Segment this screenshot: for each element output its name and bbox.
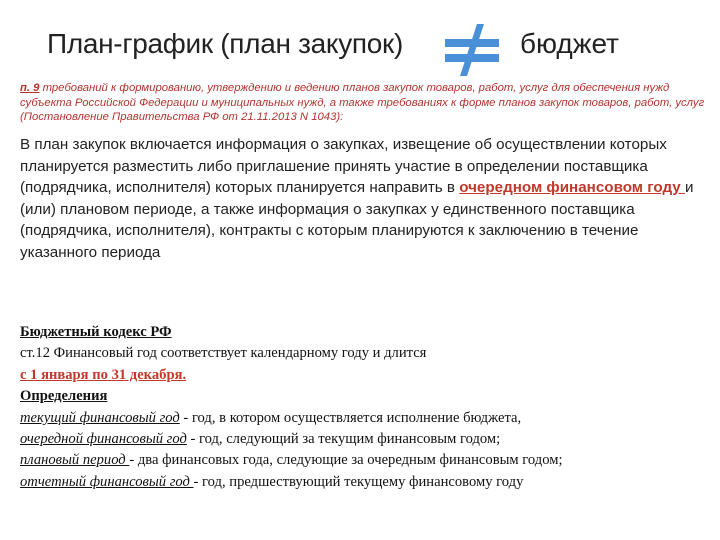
definition-item <box>20 450 715 471</box>
definition-term: текущий финансовый год <box>20 409 180 426</box>
budget-code-section <box>20 322 715 493</box>
title-budget: бюджет <box>520 28 619 59</box>
highlight-next-fiscal-year: очередном финансовом году <box>459 179 685 197</box>
not-equal-icon <box>443 22 501 78</box>
main-paragraph <box>20 134 715 264</box>
reference-text-end: ): <box>336 111 344 123</box>
reference-text: требований к формированию, утверждению и ведению планов закупок товаров, работ, услуг для обеспечения нужд субъекта Российской Федерации и муниципальных нужд, а также требованиях к форме планов закупок товаров, работ, услуг (Постановление Правительства РФ от 21.11.2013 N 1043 <box>20 82 705 123</box>
definition-term: отчетный финансовый год <box>20 473 194 490</box>
fiscal-year-period: с 1 января по 31 декабря. <box>20 366 187 383</box>
definition-text: - год, следующий за текущим финансовым годом; <box>186 431 501 448</box>
legal-reference <box>20 81 710 125</box>
definition-term: очередной финансовый год <box>20 431 187 448</box>
definitions-heading: Определения <box>20 388 108 405</box>
definition-text: - год, предшествующий текущему финансовому году <box>193 473 524 490</box>
definition-text: - год, в котором осуществляется исполнение бюджета, <box>179 409 522 426</box>
definition-item <box>20 429 715 450</box>
budget-code-heading: Бюджетный кодекс РФ <box>20 324 172 340</box>
definition-text: - два финансовых года, следующие за очередным финансовым годом; <box>129 452 563 469</box>
title-plan-schedule: План-график (план закупок) <box>47 28 404 59</box>
reference-link[interactable]: п. 9 <box>20 82 40 94</box>
definition-item <box>20 472 715 493</box>
article-12-text: ст.12 Финансовый год соответствует календарному году и длится <box>20 345 427 362</box>
definition-item <box>20 408 715 429</box>
definition-term: плановый период <box>20 452 130 469</box>
main-text-part2: и (или) плановом периоде, а также информация о закупках у единственного поставщика (подрядчика, исполнителя), контракты с которым планируются к заключению в течение указанного периода <box>20 179 694 261</box>
main-text-part1: В план закупок включается информация о закупках, извещение об осуществлении которых планируется разместить либо приглашение принять участие в определении поставщика (подрядчика, исполнителя) которых планируется направить в <box>20 136 667 197</box>
